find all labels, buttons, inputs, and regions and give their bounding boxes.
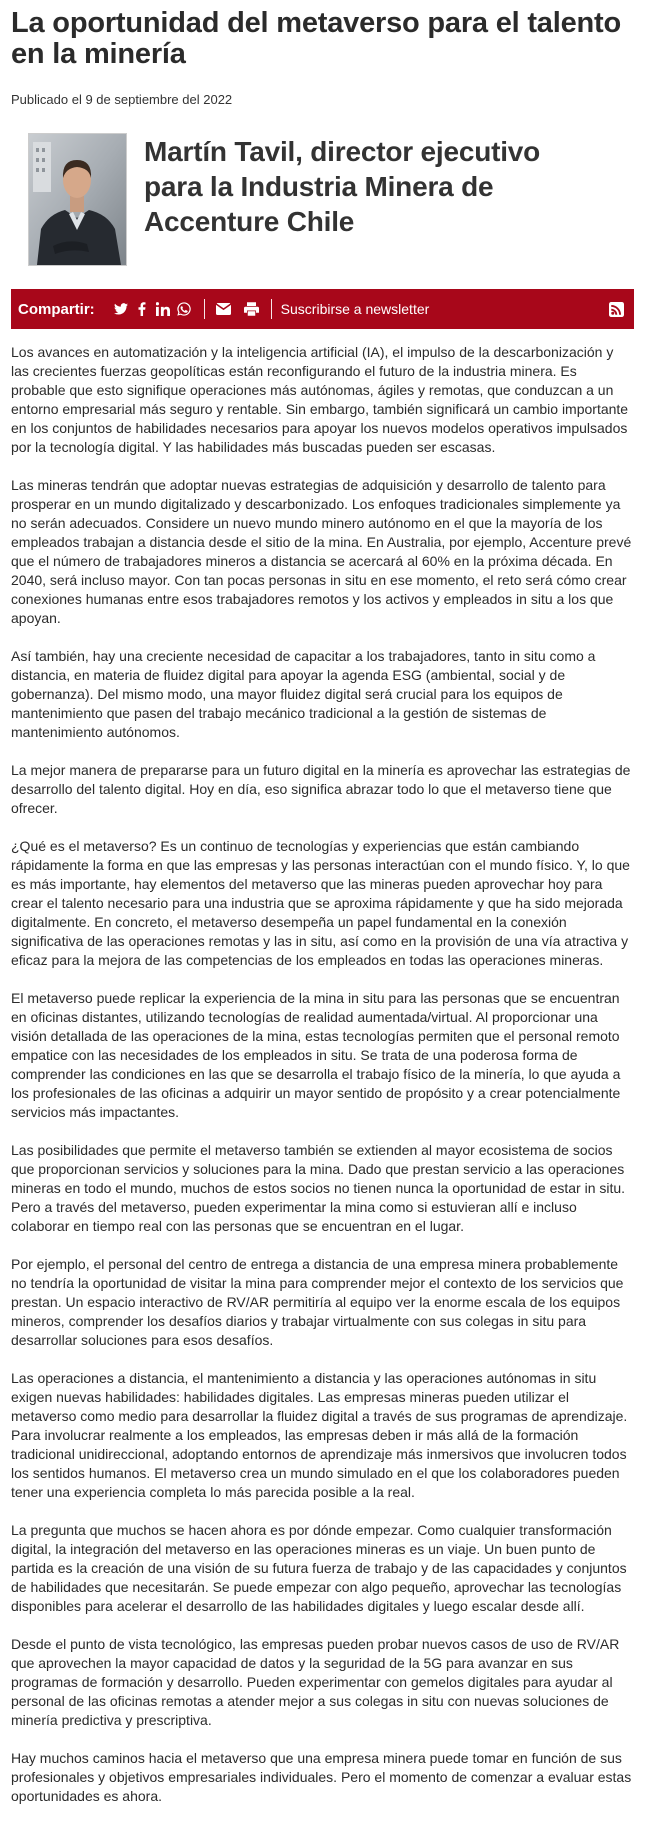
- share-divider: [204, 299, 205, 319]
- paragraph: La mejor manera de prepararse para un futuro digital en la minería es aprovechar las estrategias de desarrollo del talento digital. Hoy en día, eso significa abrazar todo lo que el metaverso tiene que ofrecer.: [11, 762, 631, 816]
- email-icon[interactable]: [214, 299, 234, 319]
- paragraph: Las mineras tendrán que adoptar nuevas estrategias de adquisición y desarrollo de talento para prosperar en un mundo digitalizado y descarbonizado. Los enfoques tradicionales simplemente ya no serán adecuados. Considere un nuevo mundo minero autónomo en el que la mayoría de los empleados trabajan a distancia desde el sitio de la mina. En Australia, por ejemplo, Accenture prevé que el número de trabajadores mineros a distancia se acercará al 60% en la próxima década. En 2040, será incluso mayor. Con tan pocas personas in situ en ese momento, el reto será cómo crear conexiones humanas entre esos trabajadores remotos y los activos y empleados in situ a los que apoyan.: [11, 477, 632, 626]
- author-block: [11, 133, 634, 266]
- paragraph: Las posibilidades que permite el metaverso también se extienden al mayor ecosistema de socios que proporcionan servicios y soluciones para la mina. Dado que prestan servicio a las operaciones mineras en todo el mundo, muchos de estos socios no tienen nunca la oportunidad de estar in situ. Pero a través del metaverso, pueden experimentar la mina como si estuvieran allí e incluso colaborar en tiempo real con las personas que se encuentran en el lugar.: [11, 1142, 626, 1234]
- share-icons: [111, 299, 195, 319]
- share-bar: [11, 289, 634, 329]
- whatsapp-icon[interactable]: [174, 299, 194, 319]
- publish-date: Publicado el 9 de septiembre del 2022: [11, 92, 233, 107]
- paragraph: Desde el punto de vista tecnológico, las empresas pueden probar nuevos casos de uso de RV/AR que aprovechen la mayor capacidad de datos y la seguridad de la 5G para avanzar en sus programas de formación y desarrollo. Pueden experimentar con gemelos digitales para ayudar al personal de las oficinas remotas a atender mejor a sus colegas in situ con nuevas soluciones de minería predictiva y prescriptiva.: [11, 1636, 620, 1728]
- article-title: La oportunidad del metaverso para el talento en la minería: [11, 7, 621, 70]
- paragraph: La pregunta que muchos se hacen ahora es por dónde empezar. Como cualquier transformación digital, la integración del metaverso en las operaciones mineras es un viaje. Un buen punto de partida es la creación de una visión de su futura fuerza de trabajo y de las capacidades y conjuntos de habilidades que necesitarán. Se puede empezar con algo pequeño, aprovechar las tecnologías disponibles para acelerar el desarrollo de las habilidades digitales y luego escalar desde allí.: [11, 1522, 627, 1614]
- paragraph: Así también, hay una creciente necesidad de capacitar a los trabajadores, tanto in situ como a distancia, en materia de fluidez digital para apoyar la agenda ESG (ambiental, social y de gobernanza). Del mismo modo, una mayor fluidez digital será crucial para los equipos de mantenimiento que pasen del trabajo mecánico tradicional a la gestión de sistemas de mantenimiento autónomos.: [11, 648, 596, 740]
- twitter-icon[interactable]: [111, 299, 131, 319]
- rss-icon[interactable]: [607, 300, 625, 318]
- author-photo: [28, 133, 127, 266]
- paragraph: Hay muchos caminos hacia el metaverso que una empresa minera puede tomar en función de sus profesionales y objetivos empresariales individuales. Pero el momento de comenzar a evaluar estas oportunidades es ahora.: [11, 1750, 632, 1804]
- share-label: Compartir:: [18, 300, 95, 318]
- author-photo-image: [29, 134, 126, 265]
- newsletter-link[interactable]: Suscribirse a newsletter: [280, 301, 430, 317]
- linkedin-icon[interactable]: [153, 299, 173, 319]
- paragraph: Las operaciones a distancia, el mantenimiento a distancia y las operaciones autónomas in situ exigen nuevas habilidades: habilidades digitales. Las empresas mineras pueden utilizar el metaverso como medio para desarrollar la fluidez digital a través de sus programas de aprendizaje. Para involucrar realmente a los empleados, las empresas deben ir más allá de la formación tradicional unidireccional, adoptando entornos de aprendizaje más inmersivos que involucren todos los sentidos humanos. El metaverso crea un mundo simulado en el que los colaboradores pueden tener una experiencia completa lo más parecida posible a la real.: [11, 1370, 628, 1500]
- paragraph: El metaverso puede replicar la experiencia de la mina in situ para las personas que se encuentran en oficinas distantes, utilizando tecnologías de realidad aumentada/virtual. Al proporcionar una visión detallada de las operaciones de la mina, estas tecnologías permiten que el personal remoto empatice con las necesidades de los empleados in situ. Se trata de una poderosa forma de comprender las condiciones en las que se desarrolla el trabajo físico de la minería, lo que ayuda a los profesionales de las oficinas a adquirir un mayor sentido de propósito y a crear potencialmente servicios más impactantes.: [11, 990, 621, 1120]
- paragraph: ¿Qué es el metaverso? Es un continuo de tecnologías y experiencias que están cambiando rápidamente la forma en que las empresas y las personas interactúan con el mundo físico. Y, lo que es más importante, hay elementos del metaverso que las mineras pueden aprovechar hoy para crear el talento necesario para una industria que se aproxima rápidamente y que ha sido mejorada digitalmente. En concreto, el metaverso desempeña un papel fundamental en la conexión significativa de las operaciones remotas y las in situ, así como en la provisión de una vía atractiva y eficaz para la mejora de las competencias de los empleados en todas las operaciones mineras.: [11, 838, 630, 968]
- article-body: [11, 343, 634, 1806]
- paragraph: Los avances en automatización y la inteligencia artificial (IA), el impulso de la descarbonización y las crecientes fuerzas geopolíticas están reconfigurando el futuro de la industria minera. Es probable que esto signifique operaciones más autónomas, ágiles y remotas, que conduzcan a un entorno empresarial más seguro y rentable. Sin embargo, también significará un cambio importante en los conjuntos de habilidades necesarios para apoyar los nuevos modelos operativos impulsados por la tecnología digital. Y las habilidades más buscadas pueden ser escasas.: [11, 344, 629, 455]
- facebook-icon[interactable]: [132, 299, 152, 319]
- print-icon[interactable]: [242, 299, 262, 319]
- share-divider-2: [271, 299, 272, 319]
- author-name: Martín Tavil, director ejecutivo para la Industria Minera de Accenture Chile: [144, 136, 541, 237]
- paragraph: Por ejemplo, el personal del centro de entrega a distancia de una empresa minera probablemente no tendría la oportunidad de visitar la mina para comprender mejor el contexto de los servicios que prestan. Un espacio interactivo de RV/AR permitiría al equipo ver la enorme escala de los equipos mineros, comprender los desafíos diarios y trabajar virtualmente con sus colegas in situ para desarrollar soluciones para esos desafíos.: [11, 1256, 624, 1348]
